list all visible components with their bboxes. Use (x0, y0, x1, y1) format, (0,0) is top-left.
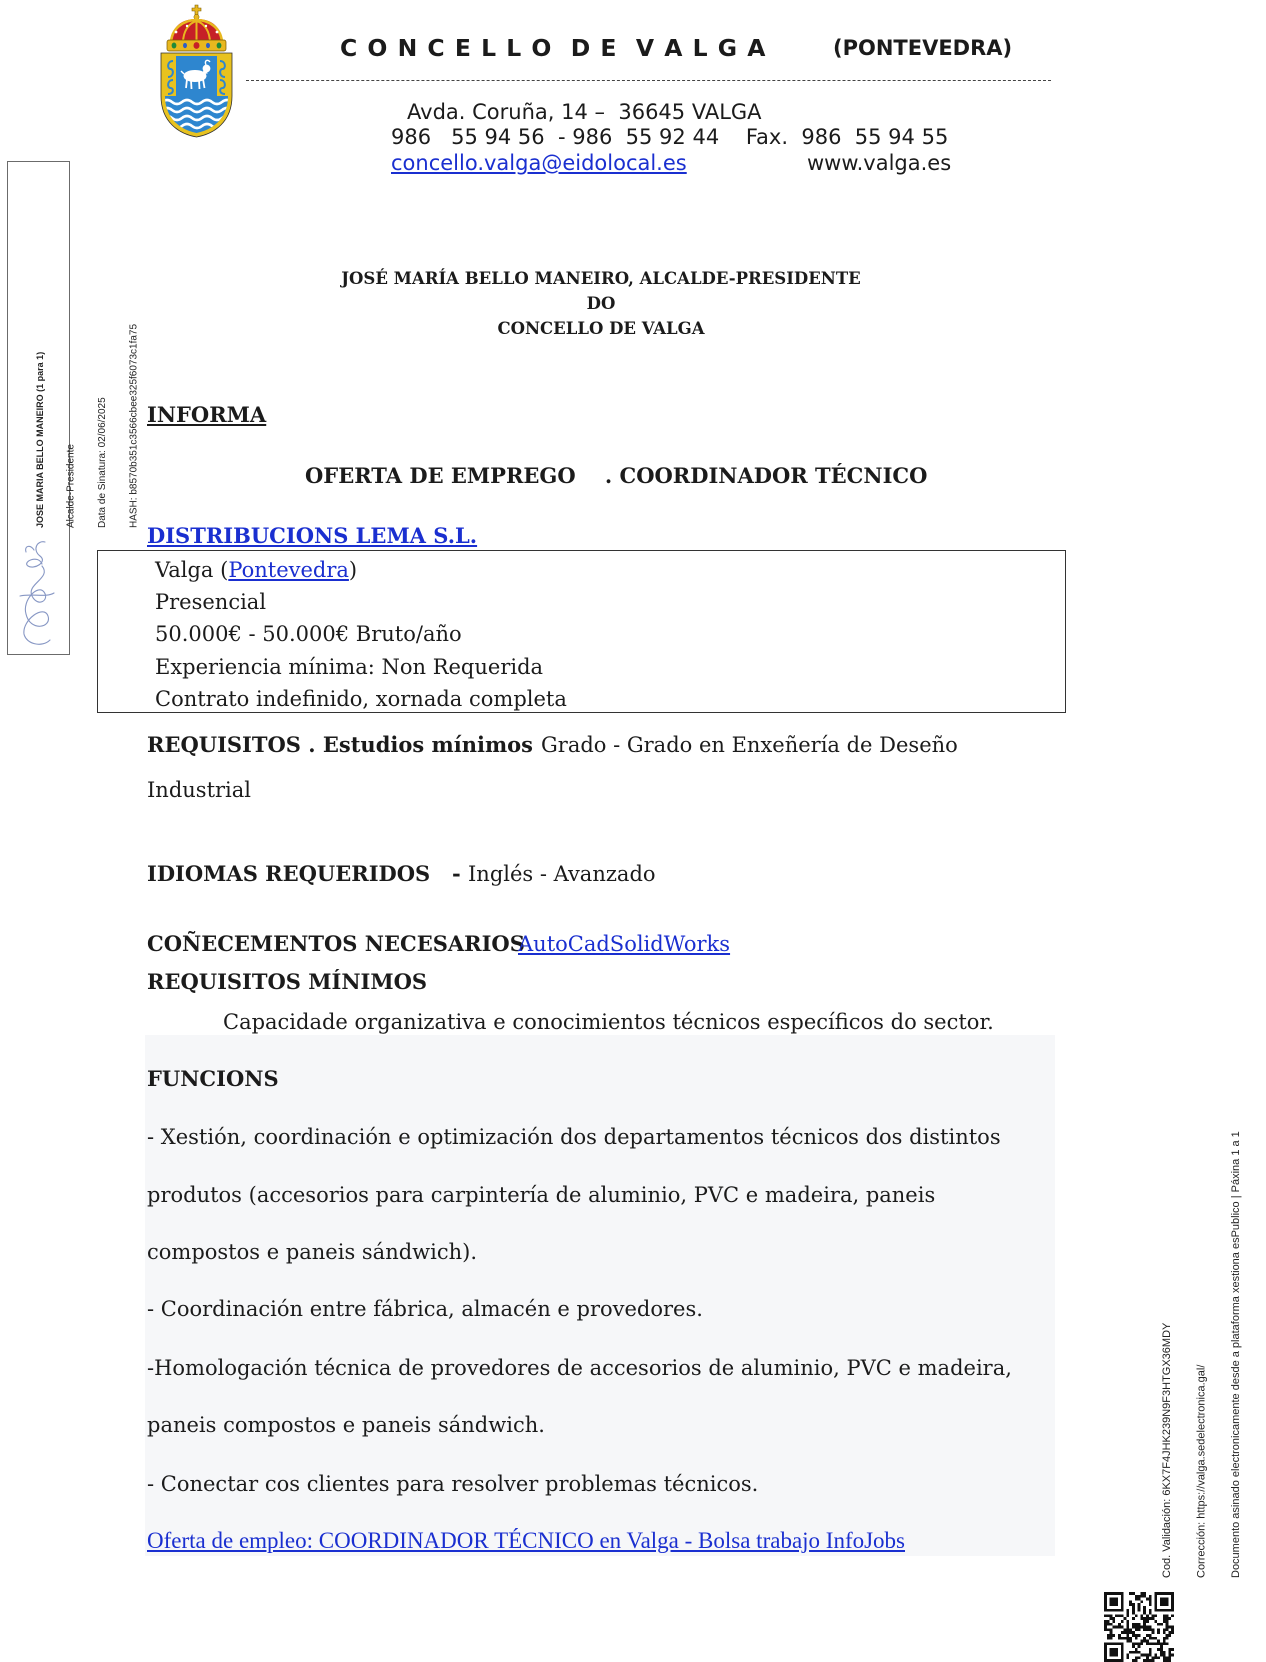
requirements-label: REQUISITOS . Estudios mínimos (147, 732, 533, 757)
coat-of-arms-logo (154, 4, 239, 138)
languages-dash: - (452, 861, 461, 886)
email-link[interactable]: concello.valga@eidolocal.es (391, 151, 687, 175)
signature-stroke (27, 542, 45, 567)
function-line: produtos (accesorios para carpintería de aluminio, PVC e madeira, paneis (147, 1183, 936, 1207)
signature-stroke (26, 546, 34, 552)
offer-title: OFERTA DE EMPREGO . COORDINADOR TÉCNICO (305, 463, 928, 488)
address: Avda. Coruña, 14 – 36645 VALGA (407, 100, 762, 124)
shield (161, 53, 232, 137)
contract-type: Contrato indefinido, xornada completa (155, 686, 567, 711)
function-line: - Xestión, coordinación e optimización dos departamentos técnicos dos distintos (147, 1125, 1001, 1149)
signature-stroke (25, 566, 45, 614)
phone-numbers: 986 55 94 56 - 986 55 92 44 Fax. 986 55 94 55 (391, 125, 949, 149)
website: www.valga.es (807, 151, 952, 175)
issuer-line: JOSÉ MARÍA BELLO MANEIRO, ALCALDE-PRESIDENTE (341, 269, 861, 288)
functions-label: FUNCIONS (147, 1066, 279, 1091)
signer-role: Alcalde-Presidente (65, 444, 77, 528)
company-link[interactable]: DISTRIBUCIONS LEMA S.L. (147, 523, 478, 548)
requirements-value-continued: Industrial (147, 778, 251, 802)
location-link[interactable]: Pontevedra (228, 558, 349, 582)
function-line: - Coordinación entre fábrica, almacén e provedores. (147, 1297, 703, 1321)
knowledge-link[interactable]: AutoCadSolidWorks (518, 932, 731, 956)
minimum-requirements-label: REQUISITOS MÍNIMOS (147, 969, 428, 994)
experience: Experiencia mínima: Non Requerida (155, 654, 544, 679)
requirements-value: Grado - Grado en Enxeñería de Deseño (541, 733, 958, 757)
crown (167, 5, 226, 51)
province: (PONTEVEDRA) (833, 36, 1013, 60)
handwritten-signature (12, 536, 58, 652)
function-line: paneis compostos e paneis sándwich. (147, 1413, 545, 1437)
requirements-line (147, 730, 958, 760)
location-prefix: Valga ( (155, 558, 229, 582)
knowledge-label: COÑECEMENTOS NECESARIOS (147, 931, 525, 956)
issuer-line: DO (586, 294, 616, 313)
languages-label: IDIOMAS REQUERIDOS (147, 861, 431, 886)
signer-name: JOSE MARIA BELLO MANEIRO (1 para 1) (35, 351, 45, 528)
validation-code: Cod. Validación: 6KX7F4JHK239N9F3HTGX36MDY (1161, 1322, 1173, 1578)
qr-code (1104, 1592, 1174, 1662)
infojobs-offer-link[interactable]: Oferta de empleo: COORDINADOR TÉCNICO en Valga - Bolsa trabajo InfoJobs (147, 1528, 906, 1553)
signature-date: Data de Sinatura: 02/06/2025 (97, 397, 108, 528)
job-summary-box (97, 550, 1066, 713)
validation-platform: Documento asinado electronicamente desde a plataforma xestiona esPublico | Páxina 1 a 1 (1230, 1131, 1242, 1578)
signature-hash: HASH: b8570b351c3566cbee325f6073c1fa75 (128, 323, 140, 528)
signature-stamp-text (14, 298, 140, 528)
issuer-line: CONCELLO DE VALGA (497, 319, 705, 338)
header-divider (246, 80, 1051, 81)
council-name: C O N C E L L O D E V A L G A (340, 34, 767, 62)
work-modality: Presencial (155, 590, 267, 615)
location-suffix: ) (348, 558, 358, 582)
validation-url: Corrección: https://valga.sedelectronica.gal/ (1195, 1364, 1208, 1578)
signature-stroke (24, 612, 50, 644)
location (155, 554, 1065, 586)
minimum-requirements-text: Capacidade organizativa e conocimientos técnicos específicos do sector. (223, 1010, 994, 1034)
informa-heading: INFORMA (147, 402, 267, 427)
validation-text (1139, 1050, 1242, 1578)
issuer-heading (301, 266, 901, 341)
salary: 50.000€ - 50.000€ Bruto/año (155, 622, 462, 647)
signature-stroke (20, 593, 54, 596)
function-line: -Homologación técnica de provedores de accesorios de aluminio, PVC e madeira, (147, 1356, 1012, 1380)
function-line: compostos e paneis sándwich). (147, 1240, 478, 1264)
languages-value: Inglés - Avanzado (468, 862, 656, 886)
function-line: - Conectar cos clientes para resolver problemas técnicos. (147, 1472, 759, 1496)
